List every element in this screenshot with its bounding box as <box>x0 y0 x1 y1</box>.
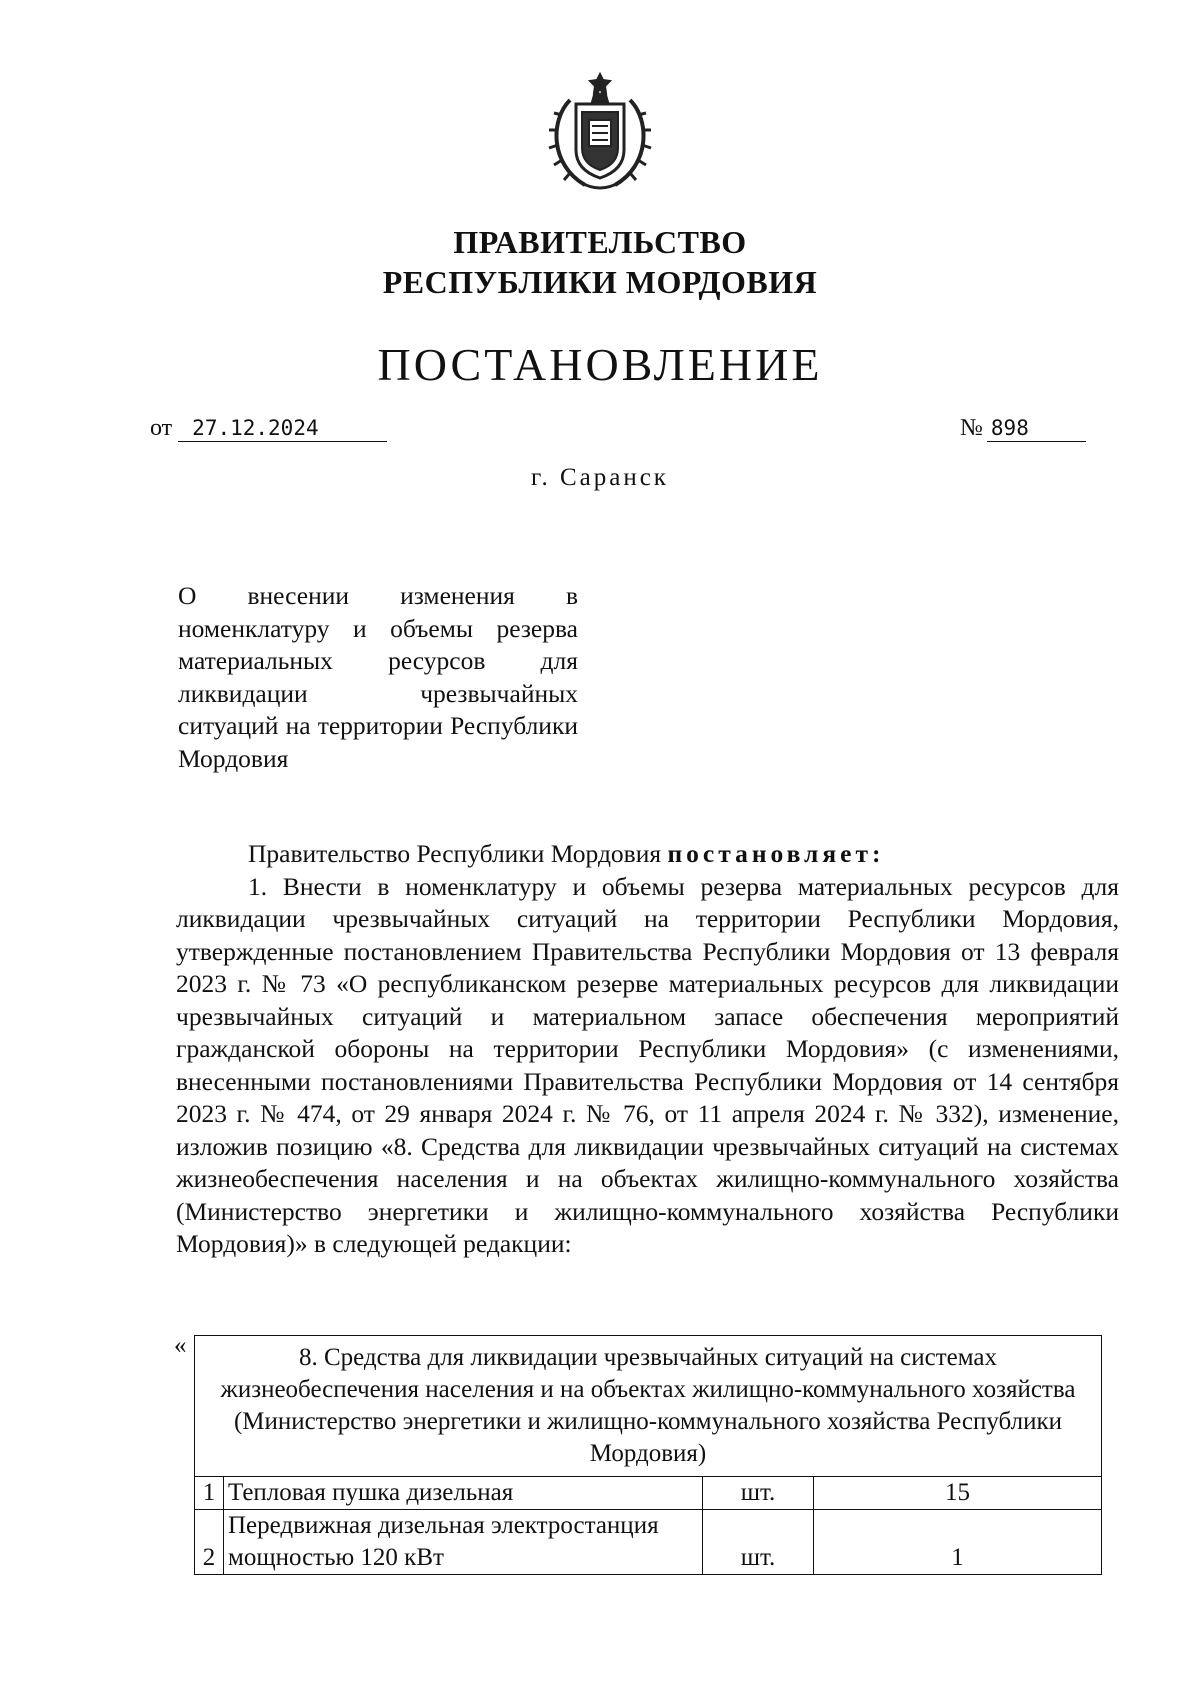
row-quantity: 1 <box>814 1510 1102 1575</box>
government-title-line2: РЕСПУБЛИКИ МОРДОВИЯ <box>382 264 818 300</box>
row-unit: шт. <box>703 1477 814 1510</box>
row-unit: шт. <box>703 1510 814 1575</box>
preamble <box>176 838 1119 871</box>
table-row <box>195 1510 1102 1575</box>
row-number: 1 <box>195 1477 224 1510</box>
date-prefix: от <box>150 415 173 441</box>
number-value: 898 <box>987 415 1086 442</box>
decree-body <box>176 838 1119 1261</box>
preamble-text: Правительство Республики Мордовия <box>248 839 662 868</box>
row-quantity: 15 <box>814 1477 1102 1510</box>
number-field <box>960 415 1086 442</box>
government-title-line1: ПРАВИТЕЛЬСТВО <box>453 224 747 260</box>
coat-of-arms-emblem <box>540 70 660 198</box>
resolves-word: постановляет: <box>667 839 885 868</box>
table-heading-row <box>195 1336 1102 1477</box>
opening-quote: « <box>174 1332 187 1359</box>
item-1: 1. Внести в номенклатуру и объемы резерва материальных ресурсов для ликвидации чрезвычайных ситуаций на территории Республики Мордовия, утвержденные постановлением Правительства Республики Мордовия от 13 февраля 2023 г. № 73 «О республиканском резерве материальных ресурсов для ликвидации чрезвычайных ситуаций и материальном запасе обеспечения мероприятий гражданской обороны на территории Республики Мордовия» (с изменениями, внесенными постановлениями Правительства Республики Мордовия от 14 сентября 2023 г. № 474, от 29 января 2024 г. № 76, от 11 апреля 2024 г. № 332), изменение, изложив позицию «8. Средства для ликвидации чрезвычайных ситуаций на системах жизнеобеспечения населения и на объектах жилищно-коммунального хозяйства (Министерство энергетики и жилищно-коммунального хозяйства Республики Мордовия)» в следующей редакции: <box>176 871 1119 1258</box>
city: г. Саранск <box>531 464 669 491</box>
decree-subject: О внесении изменения в номенклатуру и объемы резерва материальных ресурсов для ликвидации чрезвычайных ситуаций на территории Республики Мордовия <box>178 581 578 773</box>
table-row <box>195 1477 1102 1510</box>
row-item-name: Передвижная дизельная электростанция мощностью 120 кВт <box>224 1510 703 1575</box>
row-item-name: Тепловая пушка дизельная <box>224 1477 703 1510</box>
reserve-table <box>194 1335 1102 1575</box>
number-prefix: № <box>960 415 983 441</box>
document-type: ПОСТАНОВЛЕНИЕ <box>377 339 823 390</box>
government-title <box>0 222 1200 302</box>
row-number: 2 <box>195 1510 224 1575</box>
date-value: 27.12.2024 <box>178 415 387 442</box>
date-field <box>150 415 387 442</box>
table-heading: 8. Средства для ликвидации чрезвычайных ситуаций на системах жизнеобеспечения населения и на объектах жилищно-коммунального хозяйства (Министерство энергетики и жилищно-коммунального хозяйства Республики Мордовия) <box>195 1336 1102 1477</box>
